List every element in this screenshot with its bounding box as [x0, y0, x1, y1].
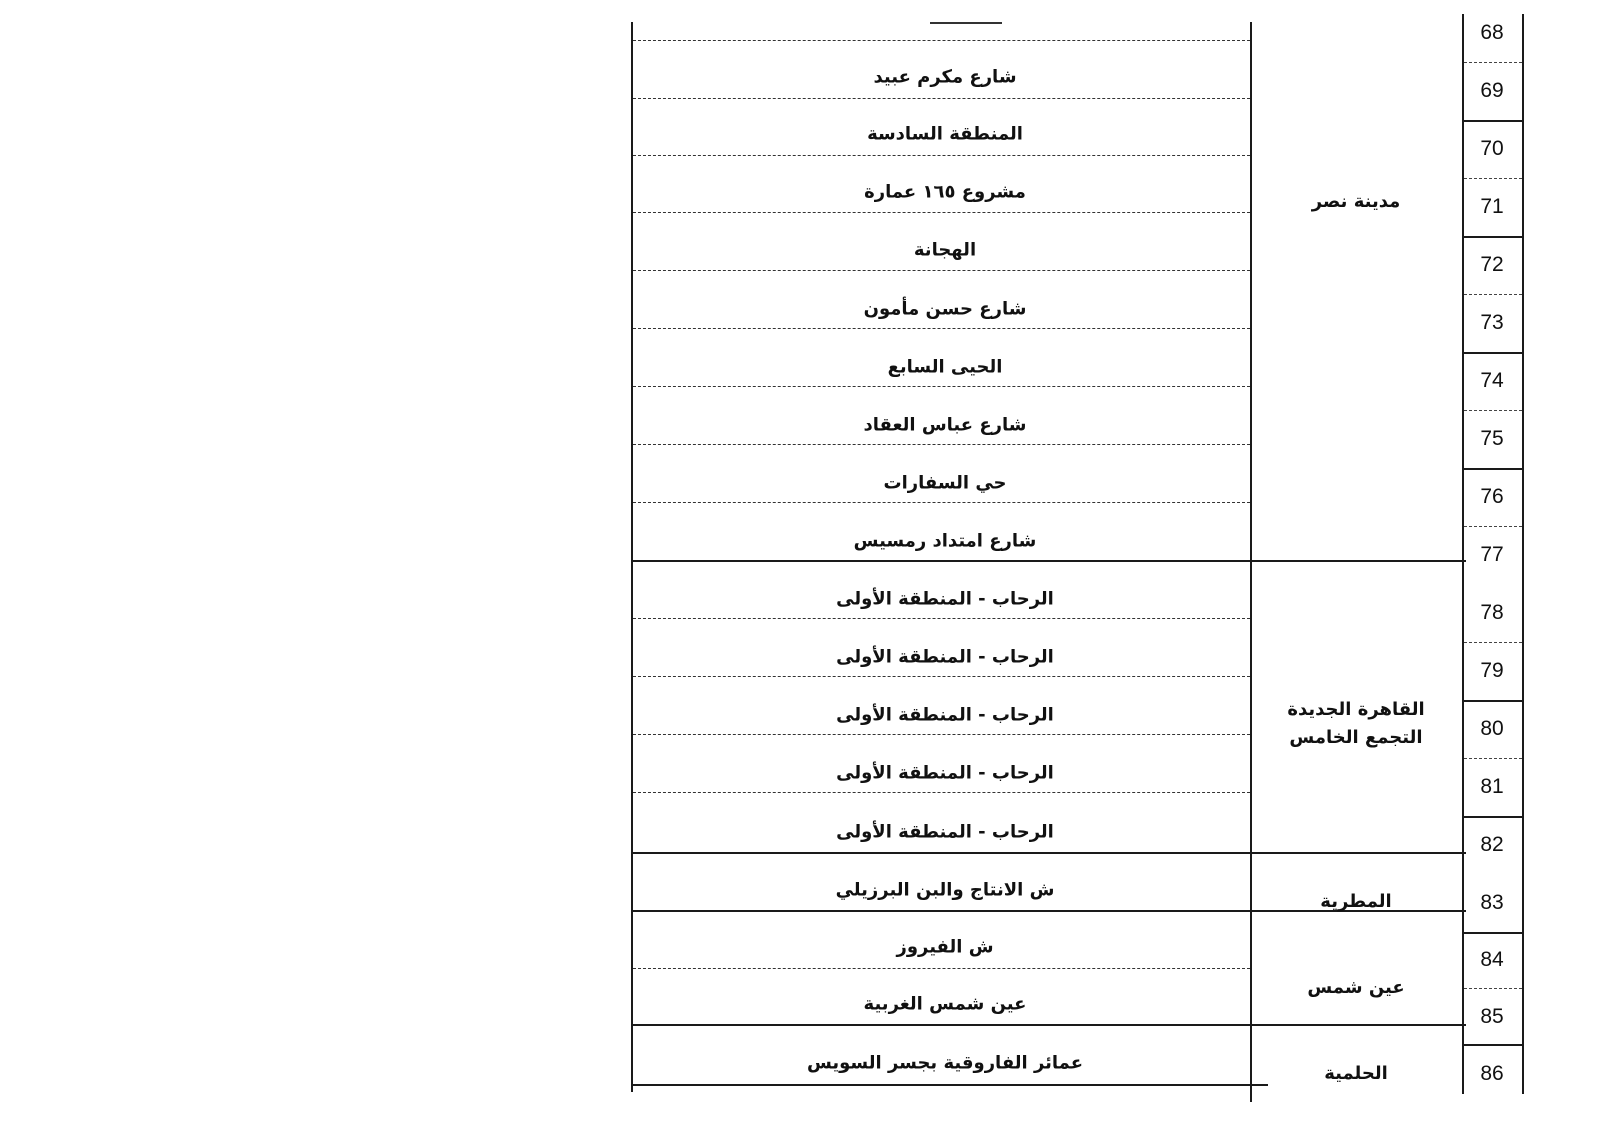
row-number: 75 — [1480, 427, 1504, 450]
number-row-divider — [1464, 62, 1522, 63]
row-divider — [633, 792, 1250, 793]
location-cell: الرحاب - المنطقة الأولى — [836, 646, 1054, 668]
group-divider — [631, 560, 1466, 562]
row-number: 79 — [1480, 659, 1504, 682]
location-cell: مشروع ١٦٥ عمارة — [864, 181, 1026, 203]
number-row-divider — [1464, 700, 1522, 702]
location-cell: حي السفارات — [883, 472, 1007, 494]
district-name: عين شمس — [1307, 977, 1405, 998]
number-row-divider — [1464, 120, 1522, 122]
row-number: 78 — [1480, 601, 1504, 624]
number-row-divider — [1464, 236, 1522, 238]
location-cell: شارع امتداد رمسيس — [853, 530, 1037, 552]
number-row-divider — [1464, 988, 1522, 989]
cropped-text-fragment — [930, 22, 1002, 24]
row-number: 82 — [1480, 833, 1504, 856]
location-cell: المنطقة السادسة — [867, 123, 1023, 145]
row-number: 72 — [1480, 253, 1504, 276]
row-number: 83 — [1480, 891, 1504, 914]
number-row-divider — [1464, 758, 1522, 759]
number-row-divider — [1464, 932, 1522, 934]
row-number: 84 — [1480, 948, 1504, 971]
row-number: 77 — [1480, 543, 1504, 566]
number-row-divider — [1464, 468, 1522, 470]
location-cell: شارع عباس العقاد — [863, 414, 1027, 436]
location-cell: ش الانتاج والبن البرزيلي — [835, 879, 1055, 901]
row-number: 70 — [1480, 137, 1504, 160]
location-cell: شارع حسن مأمون — [863, 298, 1027, 320]
location-cell: الحيى السابع — [887, 356, 1003, 378]
row-divider — [633, 98, 1250, 99]
group-divider — [631, 852, 1466, 854]
row-divider — [633, 40, 1250, 41]
table-left-border — [631, 22, 633, 1092]
row-number: 68 — [1480, 21, 1504, 44]
group-divider — [631, 1024, 1466, 1026]
table-right-border — [1522, 14, 1524, 1094]
location-district-divider — [1250, 22, 1252, 1102]
row-number: 69 — [1480, 79, 1504, 102]
number-row-divider — [1464, 642, 1522, 643]
location-cell: الرحاب - المنطقة الأولى — [836, 704, 1054, 726]
location-cell: الرحاب - المنطقة الأولى — [836, 588, 1054, 610]
number-row-divider — [1464, 816, 1522, 818]
number-row-divider — [1464, 526, 1522, 527]
row-number: 71 — [1480, 195, 1504, 218]
row-divider — [633, 328, 1250, 329]
row-divider — [633, 502, 1250, 503]
row-number: 85 — [1480, 1005, 1504, 1028]
number-row-divider — [1464, 178, 1522, 179]
number-row-divider — [1464, 410, 1522, 411]
row-number: 86 — [1480, 1062, 1504, 1085]
location-cell: الرحاب - المنطقة الأولى — [836, 762, 1054, 784]
row-divider — [633, 968, 1250, 969]
location-cell: عين شمس الغربية — [863, 993, 1027, 1015]
row-divider — [633, 212, 1250, 213]
row-divider — [633, 386, 1250, 387]
location-cell: الرحاب - المنطقة الأولى — [836, 821, 1054, 843]
row-divider — [633, 618, 1250, 619]
location-cell: الهجانة — [913, 239, 977, 261]
number-row-divider — [1464, 1044, 1522, 1046]
row-number: 81 — [1480, 775, 1504, 798]
district-name: المطرية — [1320, 891, 1392, 912]
row-divider — [633, 155, 1250, 156]
row-divider — [633, 734, 1250, 735]
number-row-divider — [1464, 352, 1522, 354]
row-divider — [633, 676, 1250, 677]
row-divider — [633, 270, 1250, 271]
row-number: 76 — [1480, 485, 1504, 508]
district-name: مدينة نصر — [1311, 191, 1401, 212]
district-name: القاهرة الجديدة التجمع الخامس — [1287, 699, 1425, 748]
row-number: 74 — [1480, 369, 1504, 392]
number-row-divider — [1464, 294, 1522, 295]
row-number: 73 — [1480, 311, 1504, 334]
location-cell: عمائر الفاروقية بجسر السويس — [806, 1052, 1084, 1074]
table-bottom-border — [631, 1084, 1268, 1086]
location-cell: شارع مكرم عبيد — [873, 66, 1017, 88]
district-name: الحلمية — [1324, 1063, 1388, 1084]
location-cell: ش الفيروز — [896, 936, 994, 958]
row-divider — [633, 444, 1250, 445]
row-number: 80 — [1480, 717, 1504, 740]
